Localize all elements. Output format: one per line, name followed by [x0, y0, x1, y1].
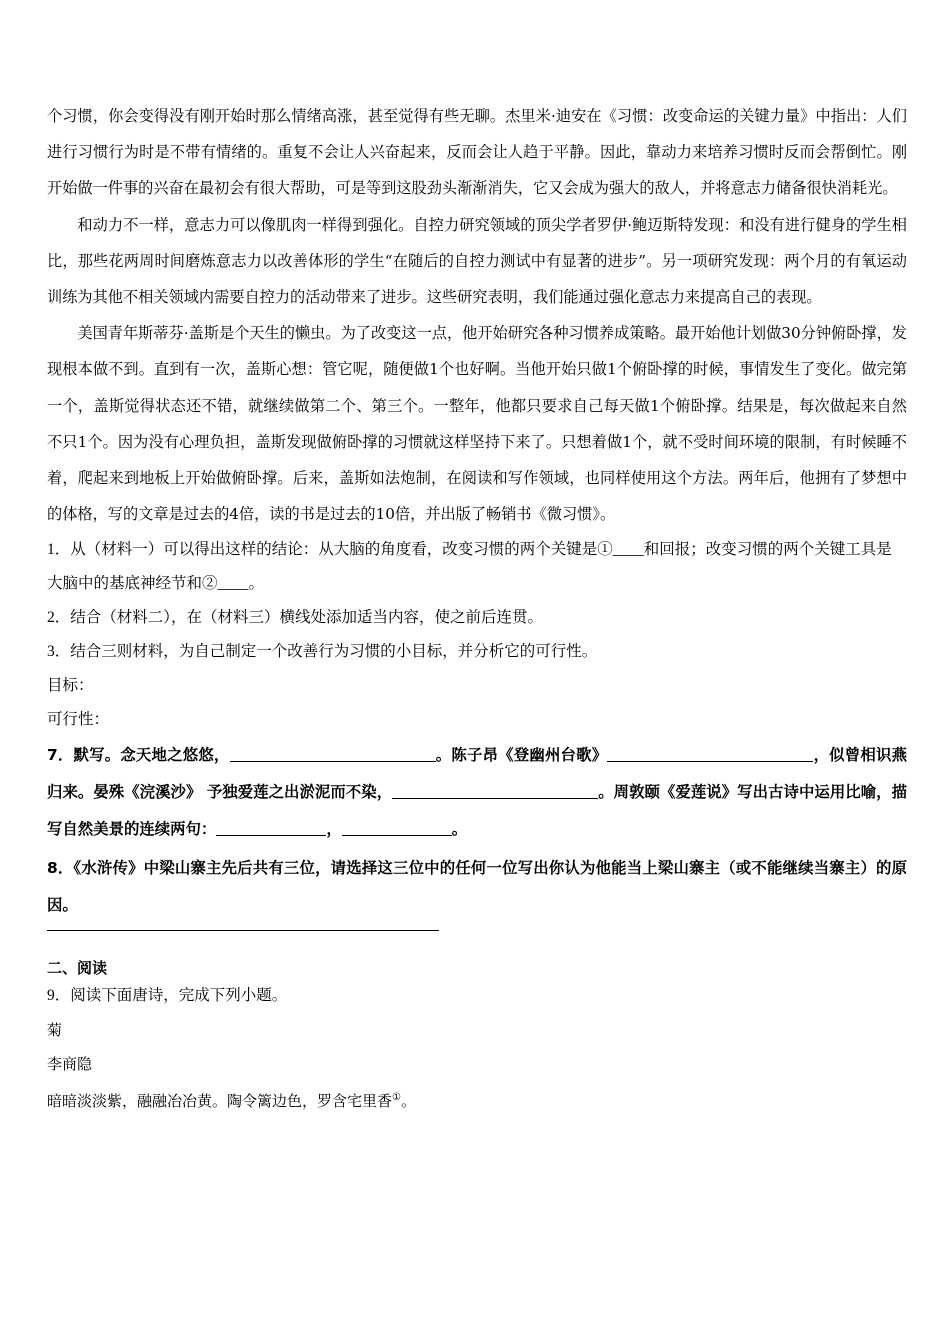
poem-footnote-marker: ①: [392, 1092, 401, 1104]
question-9: 9．阅读下面唐诗，完成下列小题。: [47, 987, 288, 1005]
q8-answer-line[interactable]: [47, 930, 439, 931]
q7-part-d: 。周敦颐《爱莲说》写出古诗中运用比喻，描写自然美景的连续两句：: [47, 783, 907, 839]
poem-author: 李商隐: [47, 1055, 93, 1074]
question-7: [47, 737, 907, 848]
q7-blank-2[interactable]: [607, 745, 813, 762]
poem-title: 菊: [47, 1021, 63, 1040]
document-page: [47, 98, 907, 1118]
q7-part-f: 。: [451, 820, 468, 839]
question-2: 2．结合（材料二），在（材料三）横线处添加适当内容，使之前后连贯。: [47, 609, 544, 627]
q7-part-e: ，: [326, 820, 342, 839]
q7-blank-1[interactable]: [230, 745, 436, 762]
passage-paragraph-2: 和动力不一样，意志力可以像肌肉一样得到强化。自控力研究领域的顶尖学者罗伊·鲍迈斯特发现：和没有进行健身的学生相比，那些花两周时间磨炼意志力以改善体形的学生“在随后的自控力测试中有显著的进步”。另一项研究发现：两个月的有氧运动训练为其他不相关领域内需要自控力的活动带来了进步。这些研究表明，我们能通过强化意志力来提高自己的表现。: [47, 215, 907, 307]
feasibility-label: 可行性：: [47, 711, 110, 729]
q7-part-b: 。陈子昂《登幽州台歌》: [435, 746, 608, 765]
question-3: 3．结合三则材料，为自己制定一个改善行为习惯的小目标，并分析它的可行性。: [47, 643, 598, 661]
q7-blank-4[interactable]: [216, 819, 326, 836]
q7-part-c: ，似曾相识燕归来。晏殊《浣溪沙》 予独爱莲之出淤泥而不染，: [47, 746, 907, 802]
section-heading: 二、阅读: [47, 959, 108, 978]
q7-blank-3[interactable]: [392, 782, 598, 799]
passage-paragraph-1: 个习惯，你会变得没有刚开始时那么情绪高涨，甚至觉得有些无聊。杰里米·迪安在《习惯：改变命运的关键力量》中指出：人们进行习惯行为时是不带有情绪的。重复不会让人兴奋起来，反而会让人趋于平静。因此，靠动力来培养习惯时反而会帮倒忙。刚开始做一件事的兴奋在最初会有很大帮助，可是等到这股劲头渐渐消失，它又会成为强大的敌人，并将意志力储备很快消耗光。: [47, 107, 907, 198]
question-8: 8．《水浒传》中梁山寨主先后共有三位，请选择这三位中的任何一位写出你认为他能当上梁山寨主（或不能继续当寨主）的原因。: [47, 859, 907, 915]
poem-line-text: 暗暗淡淡紫，融融冶冶黄。陶令篱边色，罗含宅里香: [47, 1092, 393, 1111]
passage-paragraph-3: 美国青年斯蒂芬·盖斯是个天生的懒虫。为了改变这一点，他开始研究各种习惯养成策略。最开始他计划做30分钟俯卧撑，发现根本做不到。直到有一次，盖斯心想：管它呢，随便做1个也好啊。当他开始只做1个俯卧撑的时候，事情发生了变化。做完第一个，盖斯觉得状态还不错，就继续做第二个、第三个。一整年，他都只要求自己每天做1个俯卧撑。结果是，每次做起来自然不只1个。因为没有心理负担，盖斯发现做俯卧撑的习惯就这样坚持下来了。只想着做1个，就不受时间环境的限制，有时候睡不着，爬起来到地板上开始做俯卧撑。后来，盖斯如法炮制，在阅读和写作领域，也同样使用这个方法。两年后，他拥有了梦想中的体格，写的文章是过去的4倍，读的书是过去的10倍，并出版了畅销书《微习惯》。: [47, 324, 907, 524]
question-1: 1．从（材料一）可以得出这样的结论：从大脑的角度看，改变习惯的两个关键是①____和回报；改变习惯的两个关键工具是大脑中的基底神经节和②____。: [47, 541, 892, 593]
q7-blank-5[interactable]: [342, 819, 452, 836]
q7-part-a: 7．默写。念天地之悠悠，: [47, 746, 230, 765]
goal-label: 目标：: [47, 677, 94, 695]
poem-line-end: 。: [400, 1092, 416, 1111]
poem-line: [47, 1081, 907, 1118]
